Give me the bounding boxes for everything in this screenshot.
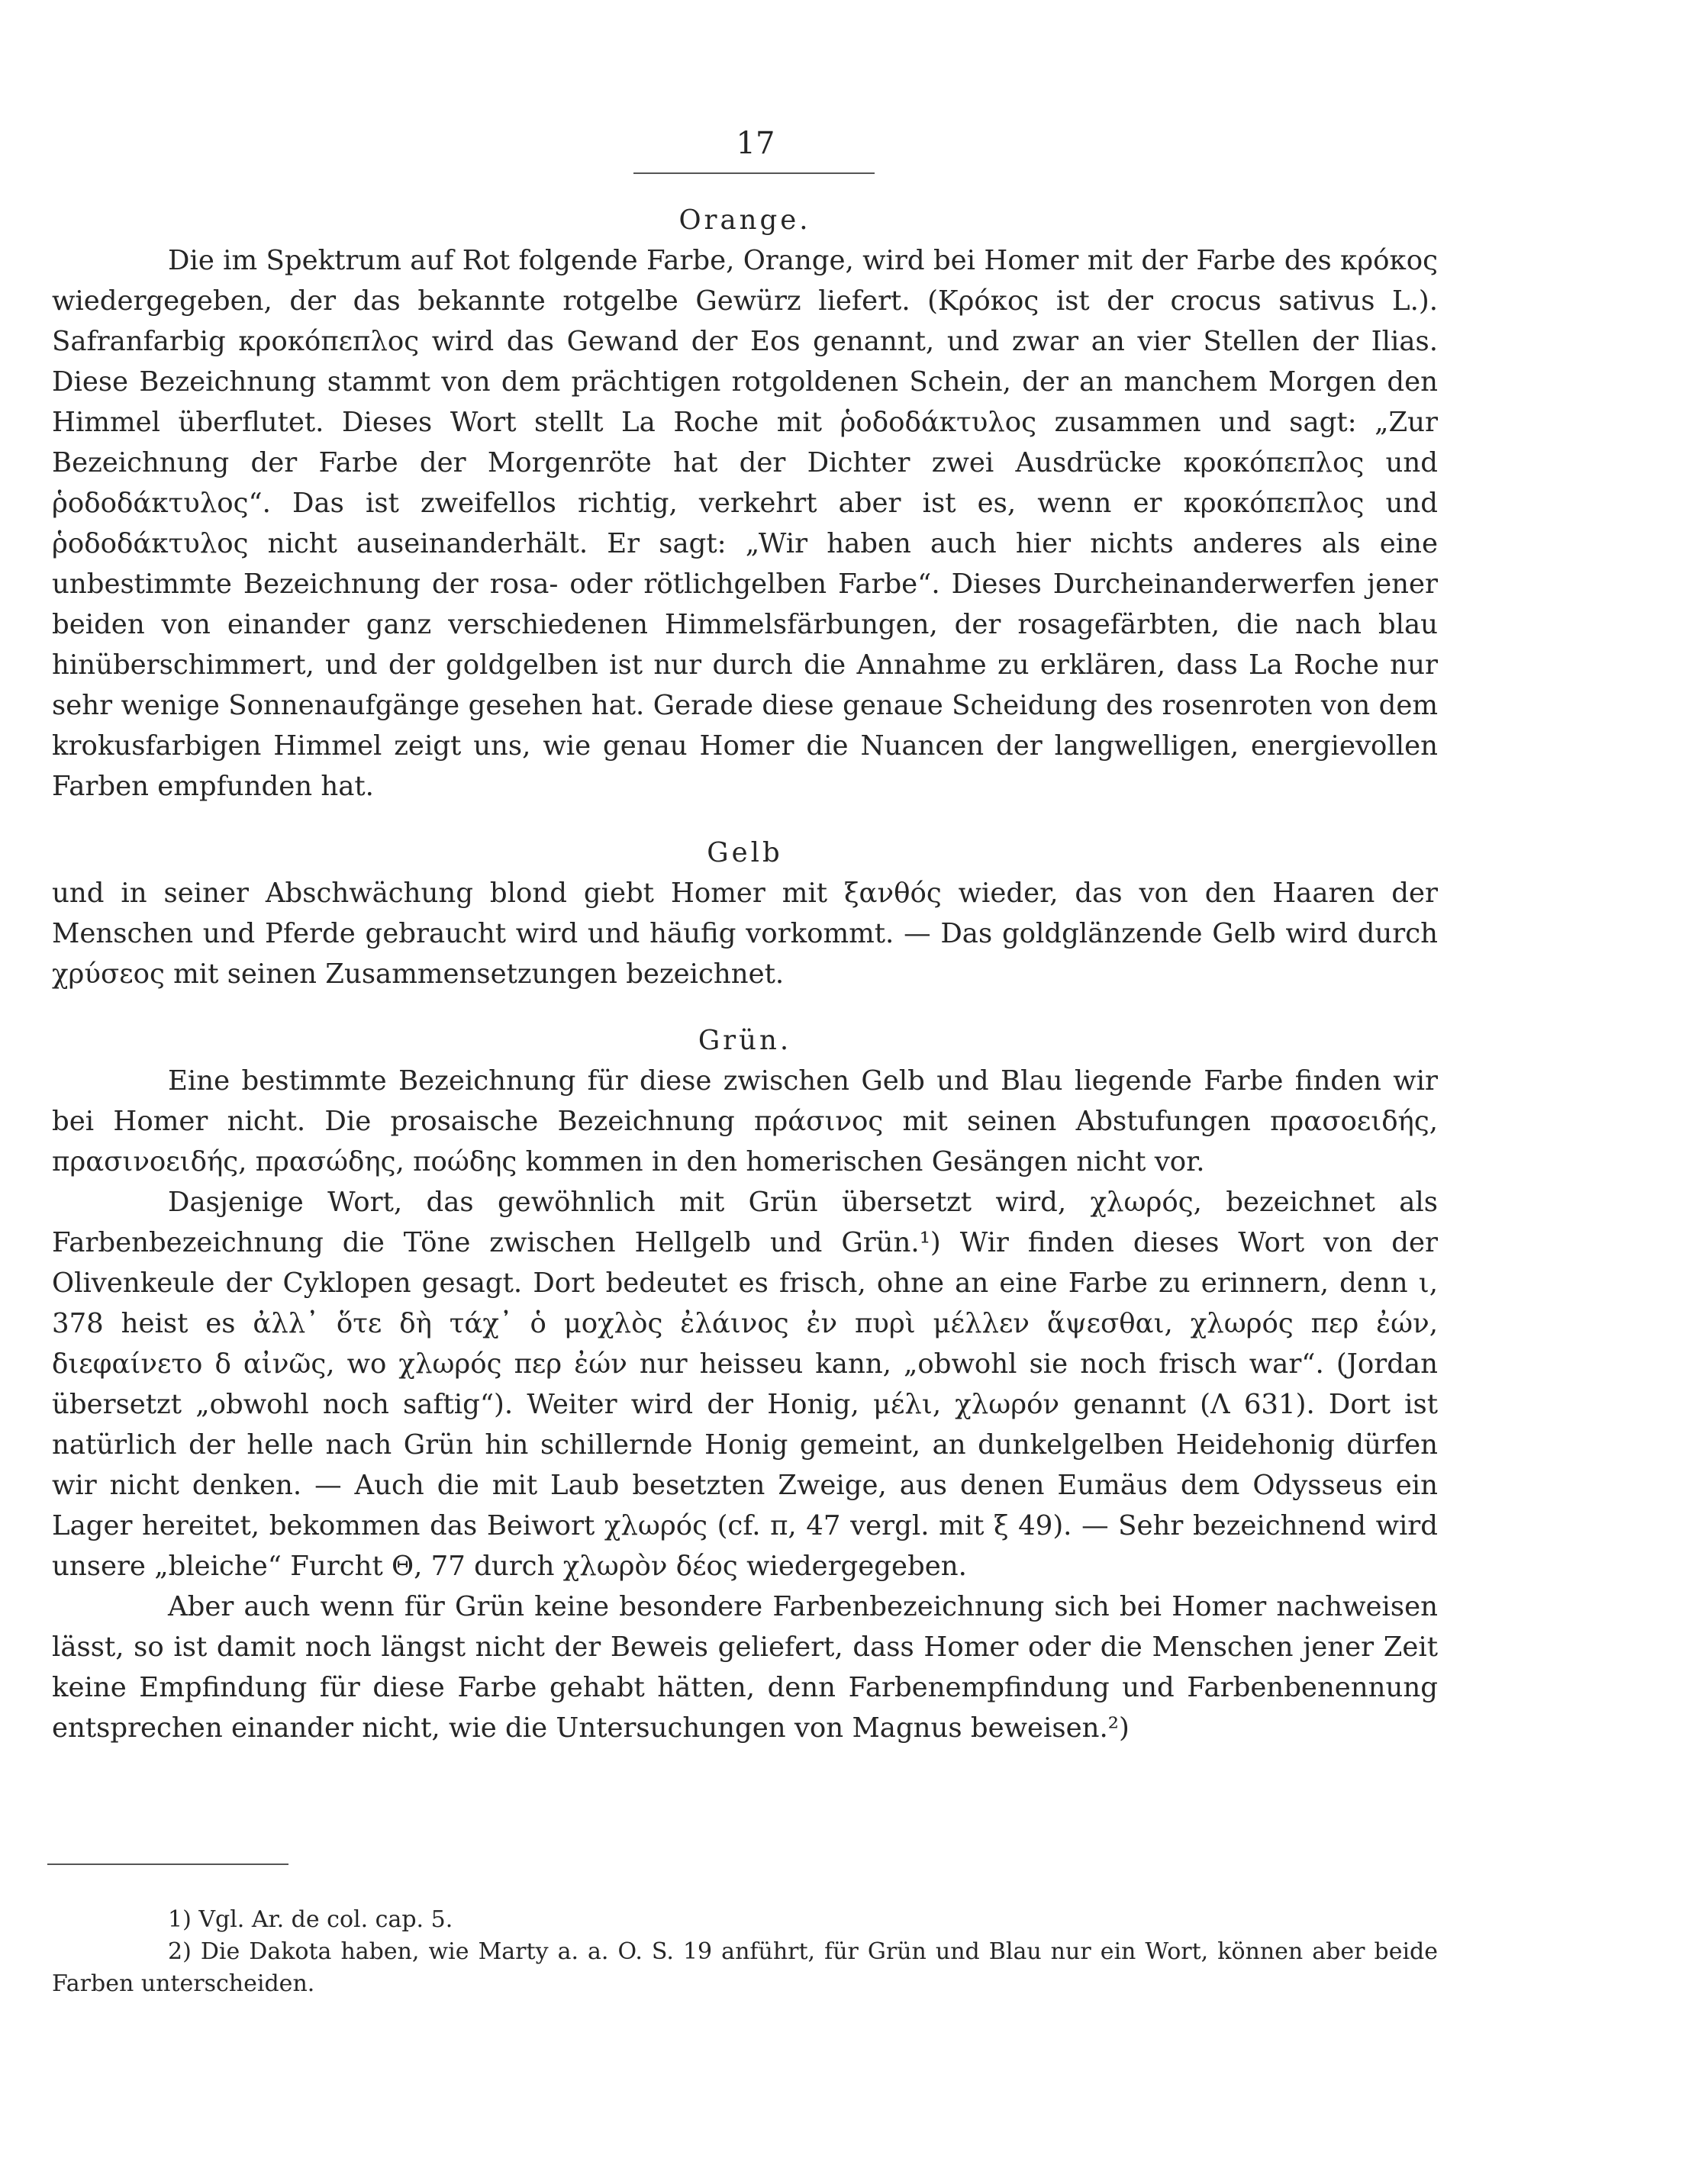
- paragraph-gruen-3: Aber auch wenn für Grün keine besondere Farbenbezeichnung sich bei Homer nachweisen lässt, so ist damit noch längst nicht der Beweis geliefert, dass Homer oder die Menschen jener Zeit keine Empfindung für diese Farbe gehabt hätten, denn Farbenempfindung und Farbenbenennung entsprechen einander nicht, wie die Untersuchungen von Magnus beweisen.²): [52, 1591, 1438, 1744]
- body-text: [52, 200, 1438, 1748]
- heading-gruen: Grün.: [698, 1025, 792, 1056]
- heading-orange: Orange.: [678, 205, 811, 236]
- paragraph-gruen-2: Dasjenige Wort, das gewöhnlich mit Grün übersetzt wird, χλωρός, bezeichnet als Farbenbezeichnung die Töne zwischen Hellgelb und Grün.¹) Wir finden dieses Wort von der Olivenkeule der Cyklopen gesagt. Dort bedeutet es frisch, ohne an eine Farbe zu erinnern, denn ι, 378 heist es ἀλλ᾽ ὅτε δὴ τάχ᾽ ὁ μοχλὸς ἐλάινος ἐν πυρὶ μέλλεν ἅψεσθαι, χλωρός περ ἐών, διεφαίνετο δ αἰνῶς, wo χλωρός περ ἐών nur heisseu kann, „obwohl sie noch frisch war“. (Jordan übersetzt „obwohl noch saftig“). Weiter wird der Honig, μέλι, χλωρόν genannt (Λ 631). Dort ist natürlich der helle nach Grün hin schillernde Honig gemeint, an dunkelgelben Heidehonig dürfen wir nicht denken. — Auch die mit Laub besetzten Zweige, aus denen Eumäus dem Odysseus ein Lager hereitet, bekommen das Beiwort χλωρός (cf. π, 47 vergl. mit ξ 49). — Sehr bezeichnend wird unsere „bleiche“ Furcht Θ, 77 durch χλωρὸν δέος wiedergegeben.: [52, 1187, 1438, 1582]
- heading-gelb: Gelb: [707, 837, 783, 868]
- footnotes: [52, 1904, 1438, 2000]
- footnote-1: 1) Vgl. Ar. de col. cap. 5.: [168, 1906, 453, 1933]
- paragraph-gruen-1: Eine bestimmte Bezeichnung für diese zwischen Gelb und Blau liegende Farbe finden wir bei Homer nicht. Die prosaische Bezeichnung πράσινος mit seinen Abstufungen πρασοειδής, πρασινοειδής, πρασώδης, ποώδης kommen in den homerischen Gesängen nicht vor.: [52, 1065, 1438, 1177]
- footnote-2: 2) Die Dakota haben, wie Marty a. a. O. S. 19 anführt, für Grün und Blau nur ein Wort, können aber beide Farben unterscheiden.: [52, 1938, 1438, 1997]
- paragraph-gelb: und in seiner Abschwächung blond giebt Homer mit ξανθός wieder, das von den Haaren der Menschen und Pferde gebraucht wird und häufig vorkommt. — Das goldglänzende Gelb wird durch χρύσεος mit seinen Zusammensetzungen bezeichnet.: [52, 878, 1438, 990]
- page-number: 17: [736, 126, 775, 161]
- header-rule: [633, 172, 875, 174]
- footnote-rule: [47, 1863, 288, 1865]
- paragraph-orange: Die im Spektrum auf Rot folgende Farbe, Orange, wird bei Homer mit der Farbe des κρόκος wiedergegeben, der das bekannte rotgelbe Gewürz liefert. (Κρόκος ist der crocus sativus L.). Safranfarbig κροκόπεπλος wird das Gewand der Eos genannt, und zwar an vier Stellen der Ilias. Diese Bezeichnung stammt von dem prächtigen rotgoldenen Schein, der an manchem Morgen den Himmel überflutet. Dieses Wort stellt La Roche mit ῥοδοδάκτυλος zusammen und sagt: „Zur Bezeichnung der Farbe der Morgenröte hat der Dichter zwei Ausdrücke κροκόπεπλος und ῥοδοδάκτυλος“. Das ist zweifellos richtig, verkehrt aber ist es, wenn er κροκόπεπλος und ῥοδοδάκτυλος nicht auseinanderhält. Er sagt: „Wir haben auch hier nichts anderes als eine unbestimmte Bezeichnung der rosa- oder rötlichgelben Farbe“. Dieses Durcheinanderwerfen jener beiden von einander ganz verschiedenen Himmelsfärbungen, der rosagefärbten, die nach blau hinüberschimmert, und der goldgelben ist nur durch die Annahme zu erklären, dass La Roche nur sehr wenige Sonnenaufgänge gesehen hat. Gerade diese genaue Scheidung des rosenroten von dem krokusfarbigen Himmel zeigt uns, wie genau Homer die Nuancen der langwelligen, energievollen Farben empfunden hat.: [52, 245, 1438, 802]
